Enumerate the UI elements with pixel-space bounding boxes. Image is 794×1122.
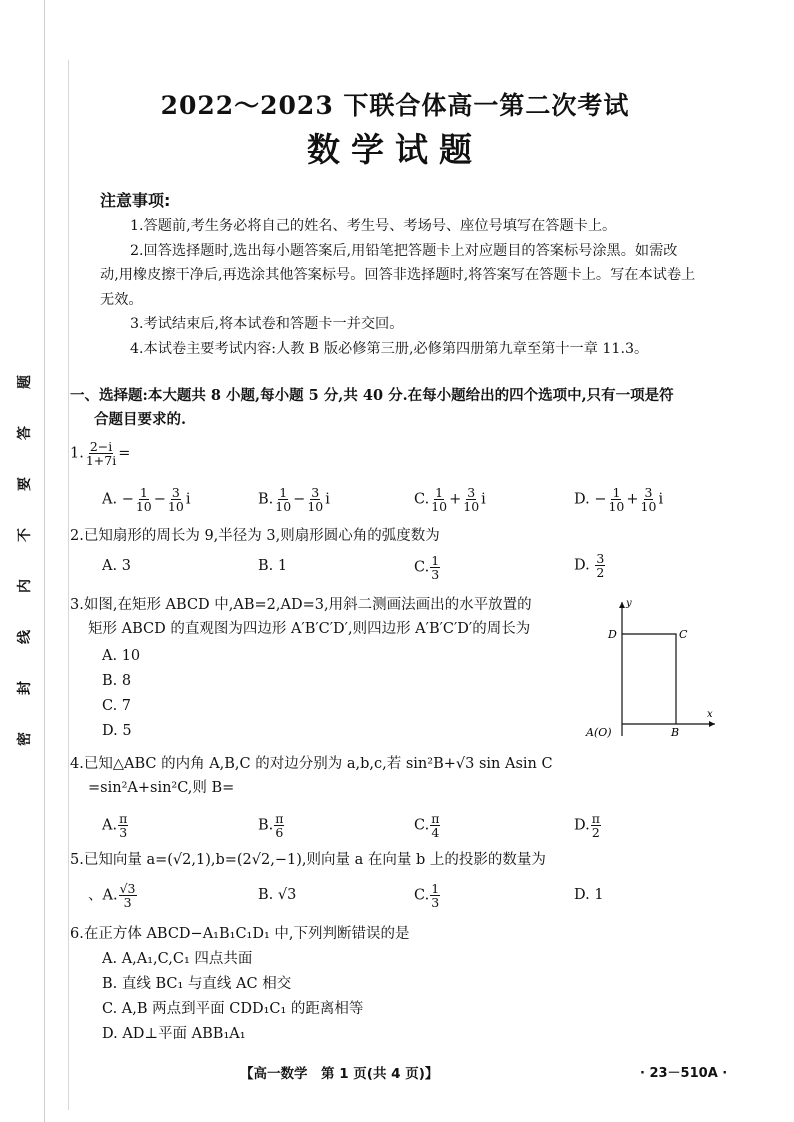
option-label: D. (574, 557, 590, 574)
fraction (274, 812, 284, 839)
fraction (607, 486, 625, 513)
option-a (102, 486, 190, 513)
option-c (414, 882, 441, 909)
note-item: 3.考试结束后,将本试卷和答题卡一并交回。 (130, 316, 404, 332)
option-b: B. 1 (258, 558, 288, 574)
option-d (574, 486, 663, 513)
option-a: A. 10 (102, 648, 141, 664)
fraction (306, 486, 324, 513)
option-d: D. AD⊥平面 ABB₁A₁ (102, 1026, 246, 1042)
seal-line-warning (14, 372, 34, 749)
imag-unit: i (325, 491, 330, 508)
fraction (462, 486, 480, 513)
numerator: 1 (431, 881, 440, 896)
denominator: 10 (307, 499, 324, 514)
fraction (430, 812, 440, 839)
option-d: D. 5 (102, 723, 132, 739)
numerator: π (119, 811, 128, 826)
denominator: 3 (431, 567, 440, 582)
numerator: 3 (596, 551, 605, 566)
denominator: 3 (119, 825, 128, 840)
option-label: D. (574, 817, 590, 834)
sign: − (594, 491, 607, 508)
numerator: 1 (431, 553, 440, 568)
numerator: 1 (612, 485, 621, 500)
numerator: 2−i (89, 439, 113, 454)
question-line: 4.已知△ABC 的内角 A,B,C 的对边分别为 a,b,c,若 sin²B+√3 sin Asin C (70, 756, 553, 772)
x-axis-arrow (709, 721, 715, 727)
section-line: 一、选择题:本大题共 8 小题,每小题 5 分,共 40 分.在每小题给出的四个选项中,只有一项是符 (70, 387, 674, 404)
margin-char: 密 (17, 732, 33, 746)
numerator: 3 (171, 485, 180, 500)
denominator: 10 (640, 499, 657, 514)
exam-subtitle: 数学试题 (307, 130, 483, 169)
option-b: B. √3 (258, 887, 297, 903)
option-label: A. (102, 491, 118, 508)
margin-char: 答 (17, 426, 33, 440)
numerator: 3 (311, 485, 320, 500)
option-label: B. (258, 817, 274, 834)
denominator: 2 (591, 825, 600, 840)
fraction (118, 812, 128, 839)
margin-char: 要 (17, 477, 33, 491)
option-label: C. (414, 887, 430, 904)
question-6: 6.在正方体 ABCD−A₁B₁C₁D₁ 中,下列判断错误的是 (70, 926, 410, 942)
page-footer: 【高一数学 第 1 页(共 4 页)】 (240, 1066, 439, 1082)
notes-heading: 注意事项: (100, 191, 171, 210)
numerator: 1 (435, 485, 444, 500)
point-b-label: B (671, 726, 680, 739)
denominator: 6 (275, 825, 284, 840)
question-line: 矩形 ABCD 的直观图为四边形 A′B′C′D′,则四边形 A′B′C′D′的周长为 (88, 621, 531, 637)
equals: = (118, 445, 131, 462)
option-label: C. (414, 817, 430, 834)
question-2: 2.已知扇形的周长为 9,半径为 3,则扇形圆心角的弧度数为 (70, 528, 440, 544)
option-a (102, 812, 129, 839)
margin-char: 题 (17, 375, 33, 389)
x-label: x (707, 709, 713, 720)
fraction (430, 486, 448, 513)
fraction (640, 486, 658, 513)
option-c: C. 7 (102, 698, 132, 714)
numerator: √3 (119, 881, 136, 896)
numerator: π (591, 811, 600, 826)
rectangle-abcd (622, 634, 676, 724)
option-c (414, 812, 441, 839)
option-a (88, 882, 138, 909)
denominator: 10 (431, 499, 448, 514)
question-number: 1. (70, 445, 84, 462)
question-5: 5.已知向量 a=(√2,1),b=(2√2,−1),则向量 a 在向量 b 上的投影的数量为 (70, 852, 546, 868)
imag-unit: i (658, 491, 664, 508)
option-d (574, 812, 602, 839)
imag-unit: i (481, 491, 486, 508)
note-item: 2.回答选择题时,选出每小题答案后,用铅笔把答题卡上对应题目的答案标号涂黑。如需改动,用橡皮擦干净后,再选涂其他答案标号。回答非选择题时,将答案写在答题卡上。写在本试卷上无效。 (100, 242, 696, 308)
option-b: B. 8 (102, 673, 132, 689)
point-a-label: A(O) (586, 726, 612, 739)
option-a: A. A,A₁,C,C₁ 四点共面 (102, 951, 253, 967)
fraction (167, 486, 185, 513)
option-label: B. (258, 491, 274, 508)
denominator: 2 (596, 565, 605, 580)
option-label: A. (102, 817, 118, 834)
operator: − (293, 491, 306, 508)
numerator: π (275, 811, 284, 826)
imag-unit: i (185, 491, 191, 508)
operator: + (449, 491, 462, 508)
option-a: A. 3 (102, 558, 131, 574)
question-3-options (102, 644, 140, 744)
option-b (258, 486, 330, 513)
option-d (574, 552, 606, 579)
point-c-label: C (679, 628, 688, 641)
rectangle-diagram (580, 596, 720, 744)
fraction (430, 882, 440, 909)
option-b: B. 直线 BC₁ 与直线 AC 相交 (102, 976, 292, 992)
denominator: 10 (275, 499, 292, 514)
notes-list (100, 214, 696, 361)
option-label: D. (574, 491, 590, 508)
option-d: D. 1 (574, 887, 604, 903)
section-line: 合题目要求的. (94, 411, 187, 428)
binding-line (44, 0, 45, 1122)
question-1 (70, 440, 130, 467)
numerator: 1 (279, 485, 288, 500)
question-4 (70, 752, 630, 800)
denominator: 3 (123, 895, 132, 910)
option-c (414, 486, 486, 513)
note-item: 4.本试卷主要考试内容:人教 B 版必修第三册,必修第四册第九章至第十一章 11.3。 (130, 340, 649, 357)
fraction (119, 882, 137, 909)
fraction (591, 812, 601, 839)
margin-char: 封 (17, 681, 33, 695)
question-3 (70, 593, 580, 641)
denominator: 10 (608, 499, 625, 514)
fraction (430, 554, 440, 581)
denominator: 10 (167, 499, 184, 514)
y-label: y (626, 598, 632, 609)
margin-char: 不 (17, 528, 33, 542)
denominator: 3 (431, 895, 440, 910)
point-d-label: D (608, 628, 617, 641)
denominator: 1+7i (85, 453, 117, 468)
sign: − (121, 491, 134, 508)
note-item: 1.答题前,考生务必将自己的姓名、考生号、考场号、座位号填写在答题卡上。 (130, 218, 617, 234)
option-c (414, 554, 441, 581)
numerator: 1 (139, 485, 148, 500)
numerator: 3 (467, 485, 476, 500)
exam-title: 2022～2023 下联合体高一第二次考试 (160, 91, 630, 120)
margin-rule (68, 60, 69, 1110)
option-c: C. A,B 两点到平面 CDD₁C₁ 的距离相等 (102, 1001, 364, 1017)
operator: − (153, 491, 166, 508)
option-label: C. (414, 491, 430, 508)
margin-char: 线 (17, 630, 33, 644)
option-label: C. (414, 559, 430, 576)
denominator: 10 (135, 499, 152, 514)
denominator: 4 (431, 825, 440, 840)
margin-char: 内 (17, 579, 33, 593)
fraction (135, 486, 153, 513)
numerator: 3 (644, 485, 653, 500)
option-b (258, 812, 285, 839)
fraction (595, 552, 605, 579)
question-line: 3.如图,在矩形 ABCD 中,AB=2,AD=3,用斜二测画法画出的水平放置的 (70, 597, 532, 613)
denominator: 10 (463, 499, 480, 514)
fraction (274, 486, 292, 513)
paper-code: · 23－510A · (640, 1066, 728, 1081)
numerator: π (431, 811, 440, 826)
fraction (85, 440, 117, 467)
section-heading (70, 384, 730, 432)
option-label: 、A. (88, 887, 118, 904)
question-line: =sin²A+sin²C,则 B= (88, 780, 235, 796)
question-6-options (102, 947, 363, 1047)
y-axis-arrow (619, 602, 625, 608)
operator: + (626, 491, 639, 508)
